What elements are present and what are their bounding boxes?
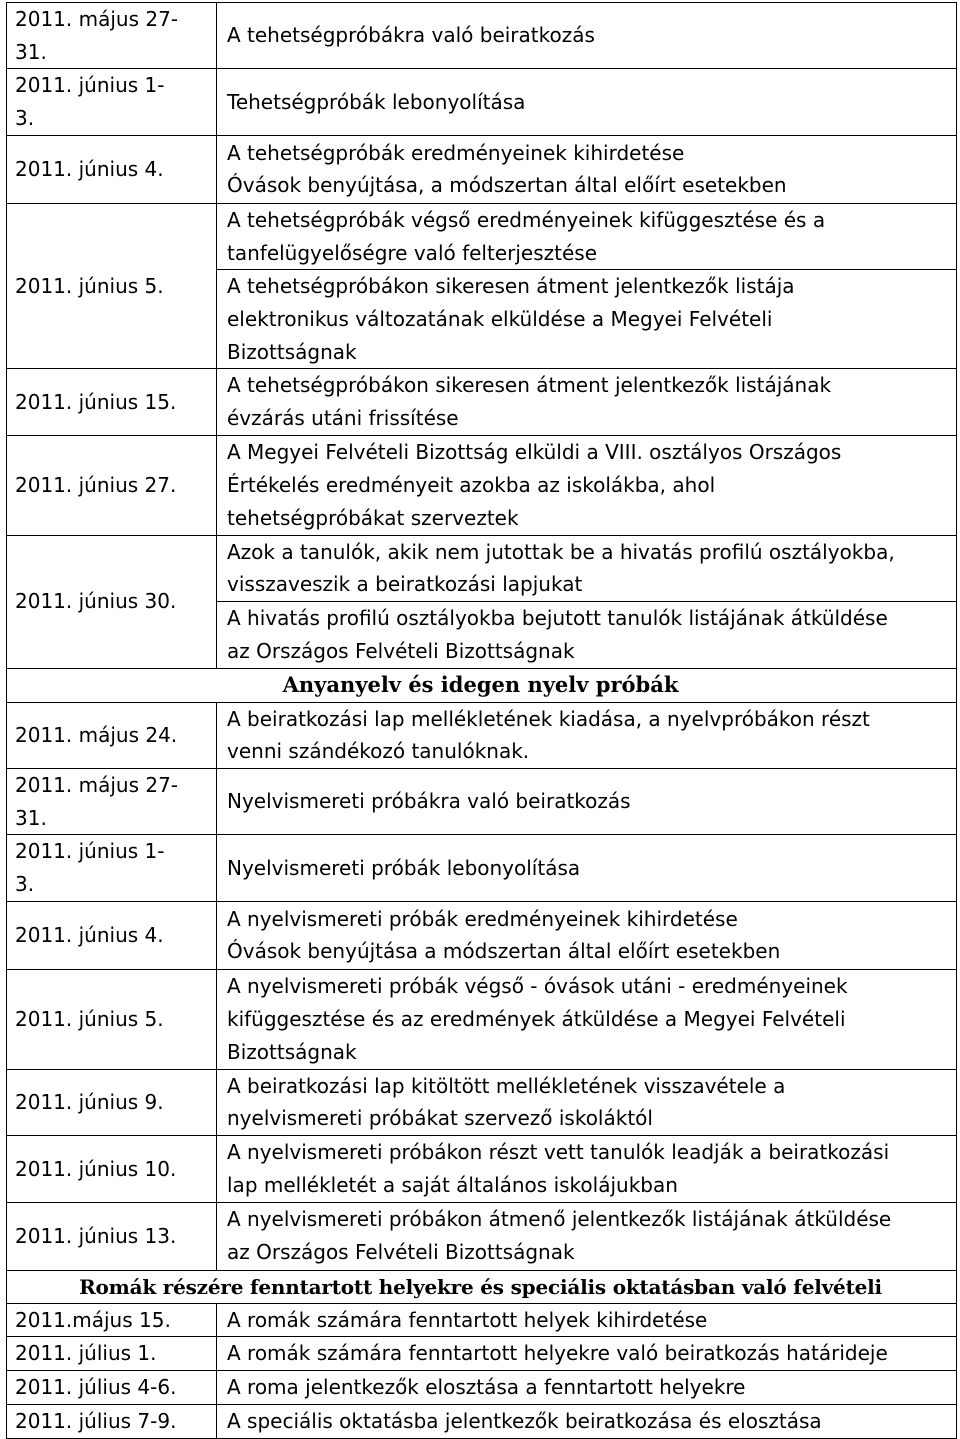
description-cell: A speciális oktatásba jelentkezők beiratkozása és elosztása bbox=[217, 1404, 957, 1438]
table-row bbox=[7, 535, 957, 601]
table-row bbox=[7, 1202, 957, 1270]
table-row bbox=[7, 3, 957, 69]
description-cell: A hivatás profilú osztályokba bejutott tanulók listájának átküldése az Országos Felvételi Bizottságnak bbox=[217, 602, 957, 668]
description-cell: Nyelvismereti próbákra való beiratkozás bbox=[217, 768, 957, 834]
table-row bbox=[7, 702, 957, 768]
description-cell: A nyelvismereti próbákon részt vett tanulók leadják a beiratkozási lap mellékletét a saját általános iskolájukban bbox=[217, 1136, 957, 1202]
description-cell: A Megyei Felvételi Bizottság elküldi a VIII. osztályos Országos Értékelés eredményeit azokba az iskolákba, ahol tehetségpróbákat szerveztek bbox=[217, 435, 957, 535]
table-row bbox=[7, 435, 957, 535]
date-cell: 2011. május 24. bbox=[7, 702, 217, 768]
table-row bbox=[7, 1371, 957, 1405]
table-row bbox=[7, 969, 957, 1069]
description-cell: Tehetségpróbák lebonyolítása bbox=[217, 69, 957, 135]
description-cell: A beiratkozási lap kitöltött mellékletének visszavétele a nyelvismereti próbákat szervező iskoláktól bbox=[217, 1069, 957, 1135]
table-row bbox=[7, 1136, 957, 1202]
date-cell: 2011. július 7-9. bbox=[7, 1404, 217, 1438]
section-title: Anyanyelv és idegen nyelv próbák bbox=[7, 668, 957, 702]
description-cell: A nyelvismereti próbák végső - óvások utáni - eredményeinek kifüggesztése és az eredmények átküldése a Megyei Felvételi Bizottságnak bbox=[217, 969, 957, 1069]
date-cell: 2011. június 5. bbox=[7, 969, 217, 1069]
table-row bbox=[7, 1404, 957, 1438]
date-cell: 2011. június 30. bbox=[7, 535, 217, 668]
table-row bbox=[7, 1303, 957, 1337]
description-cell: A nyelvismereti próbák eredményeinek kihirdetése Óvások benyújtása a módszertan által előírt esetekben bbox=[217, 901, 957, 969]
table-row bbox=[7, 901, 957, 969]
description-cell: A romák számára fenntartott helyek kihirdetése bbox=[217, 1303, 957, 1337]
description-cell: A tehetségpróbák eredményeinek kihirdetése Óvások benyújtása, a módszertan által előírt esetekben bbox=[217, 135, 957, 203]
date-cell: 2011. július 1. bbox=[7, 1337, 217, 1371]
table-row bbox=[7, 135, 957, 203]
section-header-row bbox=[7, 1270, 957, 1303]
date-cell: 2011. június 15. bbox=[7, 369, 217, 435]
schedule-table bbox=[6, 2, 957, 1439]
date-cell: 2011. június 4. bbox=[7, 901, 217, 969]
table-row bbox=[7, 768, 957, 834]
section-header-row bbox=[7, 668, 957, 702]
date-cell: 2011. május 27- 31. bbox=[7, 3, 217, 69]
description-cell: A nyelvismereti próbákon átmenő jelentkezők listájának átküldése az Országos Felvételi Bizottságnak bbox=[217, 1202, 957, 1270]
description-cell: A roma jelentkezők elosztása a fenntartott helyekre bbox=[217, 1371, 957, 1405]
date-cell: 2011. július 4-6. bbox=[7, 1371, 217, 1405]
date-cell: 2011. június 13. bbox=[7, 1202, 217, 1270]
table-row bbox=[7, 1337, 957, 1371]
description-cell: A romák számára fenntartott helyekre való beiratkozás határideje bbox=[217, 1337, 957, 1371]
description-cell: A tehetségpróbákon sikeresen átment jelentkezők listájának évzárás utáni frissítése bbox=[217, 369, 957, 435]
date-cell: 2011. június 10. bbox=[7, 1136, 217, 1202]
section-title: Romák részére fenntartott helyekre és speciális oktatásban való felvételi bbox=[7, 1270, 957, 1303]
date-cell: 2011. június 4. bbox=[7, 135, 217, 203]
description-cell: A tehetségpróbák végső eredményeinek kifüggesztése és a tanfelügyelőségre való felterjesztése bbox=[217, 203, 957, 269]
date-cell: 2011. június 1- 3. bbox=[7, 69, 217, 135]
table-row bbox=[7, 835, 957, 901]
date-cell: 2011. június 27. bbox=[7, 435, 217, 535]
table-row bbox=[7, 69, 957, 135]
table-row bbox=[7, 369, 957, 435]
date-cell: 2011.május 15. bbox=[7, 1303, 217, 1337]
date-cell: 2011. június 1- 3. bbox=[7, 835, 217, 901]
date-cell: 2011. június 5. bbox=[7, 203, 217, 369]
description-cell: A beiratkozási lap mellékletének kiadása, a nyelvpróbákon részt venni szándékozó tanulóknak. bbox=[217, 702, 957, 768]
date-cell: 2011. május 27- 31. bbox=[7, 768, 217, 834]
table-row bbox=[7, 1069, 957, 1135]
table-row bbox=[7, 203, 957, 269]
description-cell: A tehetségpróbákra való beiratkozás bbox=[217, 3, 957, 69]
description-cell: Azok a tanulók, akik nem jutottak be a hivatás profilú osztályokba, visszaveszik a beiratkozási lapjukat bbox=[217, 535, 957, 601]
date-cell: 2011. június 9. bbox=[7, 1069, 217, 1135]
description-cell: Nyelvismereti próbák lebonyolítása bbox=[217, 835, 957, 901]
description-cell: A tehetségpróbákon sikeresen átment jelentkezők listája elektronikus változatának elküldése a Megyei Felvételi Bizottságnak bbox=[217, 270, 957, 369]
